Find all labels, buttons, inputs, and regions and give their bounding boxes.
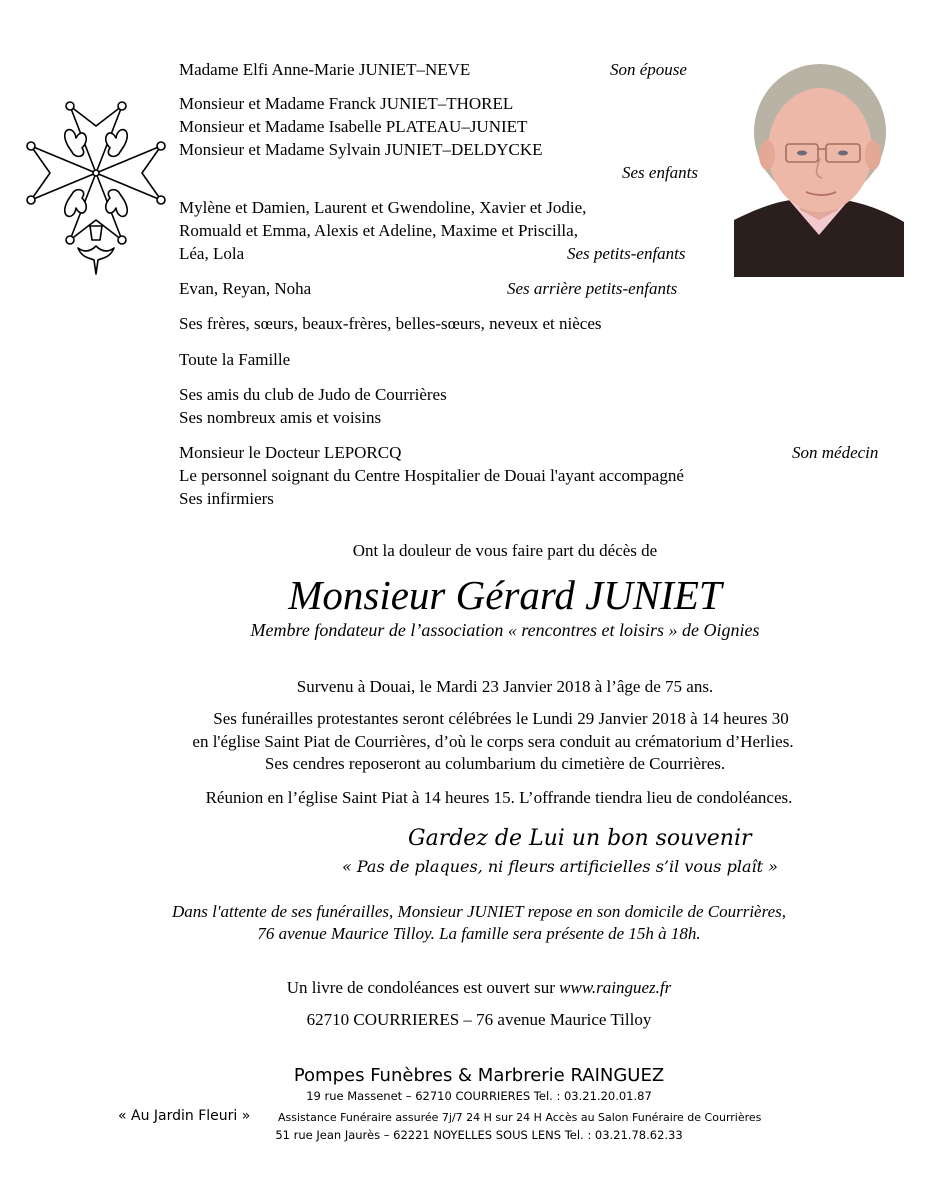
no-flowers-line: « Pas de plaques, ni fleurs artificielles s’il vous plaît » <box>342 857 778 876</box>
spouse-role: Son épouse <box>610 60 687 79</box>
care-line: Le personnel soignant du Centre Hospitalier de Douai l'ayant accompagné <box>179 466 684 485</box>
child-line: Monsieur et Madame Sylvain JUNIET–DELDYCKE <box>179 140 543 159</box>
grandchildren-role: Ses petits-enfants <box>567 244 686 263</box>
funeral-home-brand: « Au Jardin Fleuri » <box>118 1108 251 1124</box>
friends-line: Ses amis du club de Judo de Courrières <box>179 385 447 404</box>
great-grandchildren-role: Ses arrière petits-enfants <box>507 279 678 298</box>
child-line: Monsieur et Madame Isabelle PLATEAU–JUNIET <box>179 117 528 136</box>
grandchildren-line: Léa, Lola <box>179 244 245 263</box>
deceased-subtitle: Membre fondateur de l’association « rencontres et loisirs » de Oignies <box>250 620 760 640</box>
huguenot-cross-icon <box>26 98 166 278</box>
funeral-line: Ses cendres reposeront au columbarium du cimetière de Courrières. <box>264 754 726 773</box>
great-grandchildren-names: Evan, Reyan, Noha <box>179 279 312 298</box>
doctor-role: Son médecin <box>792 443 879 462</box>
siblings-line: Ses frères, sœurs, beaux-frères, belles-sœurs, neveux et nièces <box>179 314 602 333</box>
announcement-intro: Ont la douleur de vous faire part du décès de <box>352 541 658 560</box>
care-line: Ses infirmiers <box>179 489 274 508</box>
funeral-line: en l'église Saint Piat de Courrières, d’où le corps sera conduit au crématorium d’Herlies. <box>192 732 794 751</box>
funeral-home-address2: 51 rue Jean Jaurès – 62221 NOYELLES SOUS LENS Tel. : 03.21.78.62.33 <box>275 1128 683 1142</box>
condolence-line <box>6 976 946 999</box>
funeral-home-services: Assistance Funéraire assurée 7j/7 24 H sur 24 H Accès au Salon Funéraire de Courrières <box>278 1111 762 1124</box>
funeral-home-name: Pompes Funèbres & Marbrerie RAINGUEZ <box>293 1065 665 1086</box>
family-all-line: Toute la Famille <box>179 350 291 369</box>
gathering-line: Réunion en l’église Saint Piat à 14 heures 15. L’offrande tiendra lieu de condoléances. <box>205 788 793 807</box>
funeral-line: Ses funérailles protestantes seront célébrées le Lundi 29 Janvier 2018 à 14 heures 30 <box>213 709 789 728</box>
deceased-name: Monsieur Gérard JUNIET <box>288 572 722 618</box>
condolence-text: Un livre de condoléances est ouvert sur <box>286 978 560 997</box>
grandchildren-line: Romuald et Emma, Alexis et Adeline, Maxime et Priscilla, <box>179 221 578 240</box>
address-line: 62710 COURRIERES – 76 avenue Maurice Tilloy <box>306 1010 652 1029</box>
condolence-link[interactable]: www.rainguez.fr <box>559 978 672 997</box>
spouse-name: Madame Elfi Anne-Marie JUNIET–NEVE <box>179 60 471 79</box>
child-line: Monsieur et Madame Franck JUNIET–THOREL <box>179 94 514 113</box>
death-line: Survenu à Douai, le Mardi 23 Janvier 2018 à l’âge de 75 ans. <box>296 677 714 696</box>
portrait-photo <box>734 60 904 277</box>
grandchildren-line: Mylène et Damien, Laurent et Gwendoline, Xavier et Jodie, <box>179 198 587 217</box>
funeral-home-address1: 19 rue Massenet – 62710 COURRIERES Tel. : 03.21.20.01.87 <box>306 1089 652 1103</box>
memory-line: Gardez de Lui un bon souvenir <box>408 826 752 851</box>
repose-line: 76 avenue Maurice Tilloy. La famille sera présente de 15h à 18h. <box>257 924 701 943</box>
repose-line: Dans l'attente de ses funérailles, Monsieur JUNIET repose en son domicile de Courrières, <box>172 902 786 921</box>
children-role: Ses enfants <box>622 163 699 182</box>
friends-line: Ses nombreux amis et voisins <box>179 408 382 427</box>
doctor-name: Monsieur le Docteur LEPORCQ <box>179 443 402 462</box>
